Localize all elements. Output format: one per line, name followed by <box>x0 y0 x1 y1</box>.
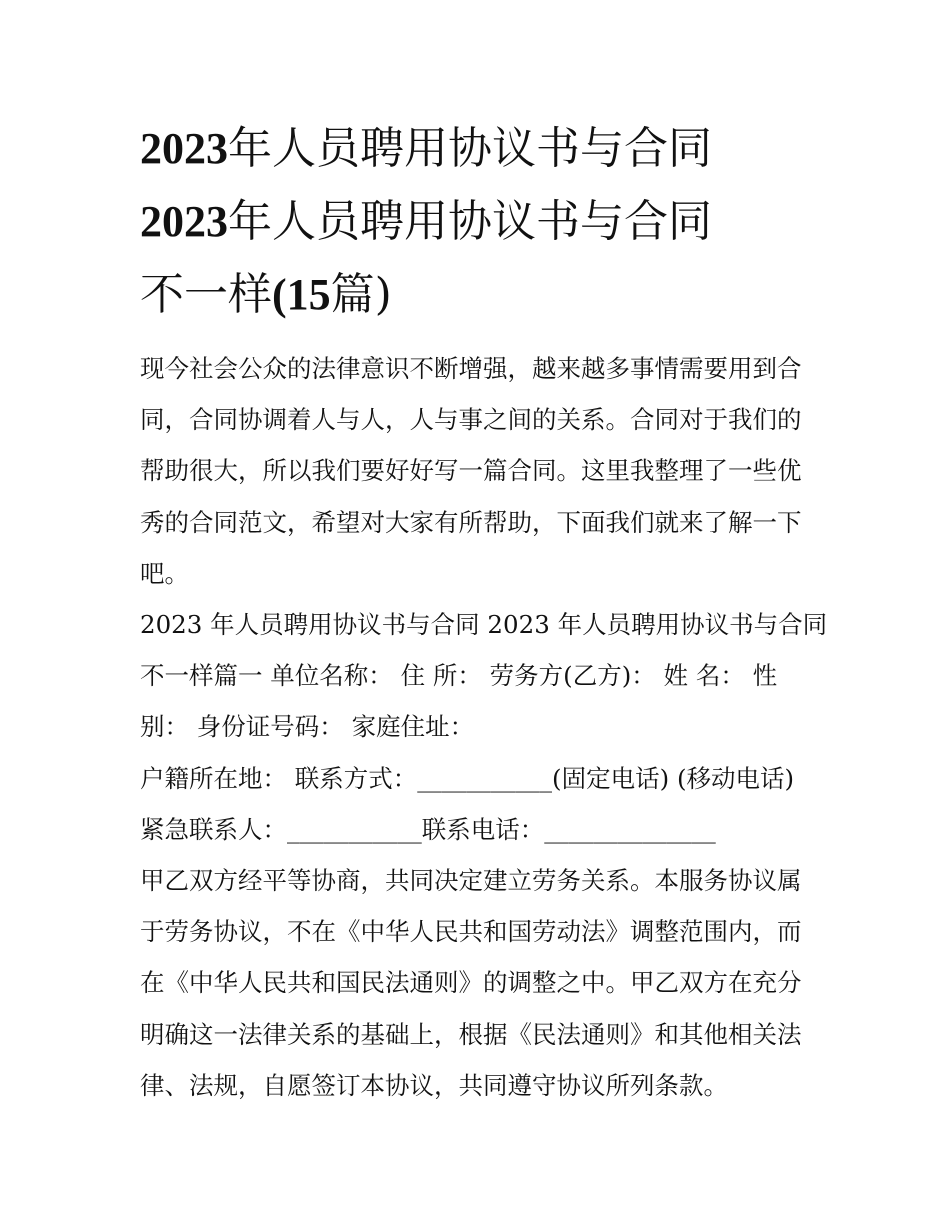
paragraph-line: 2023 年人员聘用协议书与合同 2023 年人员聘用协议书与合同 <box>140 610 828 640</box>
paragraph-line: 别： 身份证号码： 家庭住址： <box>140 712 475 742</box>
title-line-3 <box>140 258 812 331</box>
title-year: 2023 <box>140 197 228 246</box>
intro-paragraph <box>140 343 812 599</box>
paragraph-line: 秀的合同范文，希望对大家有所帮助，下面我们就来了解一下 <box>140 507 802 537</box>
title-year: 2023 <box>140 124 228 173</box>
paragraph-line: 律、法规，自愿签订本协议，共同遵守协议所列条款。 <box>140 1070 728 1100</box>
contact-line: 户籍所在地： 联系方式：___________(固定电话) (移动电话) <box>140 763 795 793</box>
title-text: 年人员聘用协议书与合同 <box>228 196 712 247</box>
section-heading-paragraph <box>140 599 828 753</box>
paragraph-line: 不一样篇一 单位名称： 住 所： 劳务方(乙方)： 姓 名： 性 <box>140 661 778 691</box>
title-line-1 <box>140 112 812 185</box>
title-text: 篇) <box>330 269 392 320</box>
title-line-2 <box>140 185 812 258</box>
paragraph-line: 帮助很大，所以我们要好好写一篇合同。这里我整理了一些优 <box>140 456 802 486</box>
body-paragraph <box>140 855 812 1111</box>
paragraph-line: 吧。 <box>140 558 189 588</box>
paragraph-line: 明确这一法律关系的基础上，根据《民法通则》和其他相关法 <box>140 1019 802 1049</box>
paragraph-line: 甲乙双方经平等协商，共同决定建立劳务关系。本服务协议属 <box>140 866 802 896</box>
title-text: 不一样 <box>140 269 272 320</box>
document-page <box>140 112 828 1111</box>
paragraph-line: 在《中华人民共和国民法通则》的调整之中。甲乙双方在充分 <box>140 968 802 998</box>
contact-paragraph <box>140 753 812 855</box>
paragraph-line: 于劳务协议，不在《中华人民共和国劳动法》调整范围内，而 <box>140 917 802 947</box>
paragraph-line: 现今社会公众的法律意识不断增强，越来越多事情需要用到合 <box>140 354 802 383</box>
document-title <box>140 112 812 331</box>
paragraph-line: 同，合同协调着人与人，人与事之间的关系。合同对于我们的 <box>140 405 802 435</box>
title-text: 年人员聘用协议书与合同 <box>228 123 712 174</box>
title-count: (15 <box>272 270 331 319</box>
contact-line: 紧急联系人：___________联系电话：______________ <box>140 814 716 844</box>
